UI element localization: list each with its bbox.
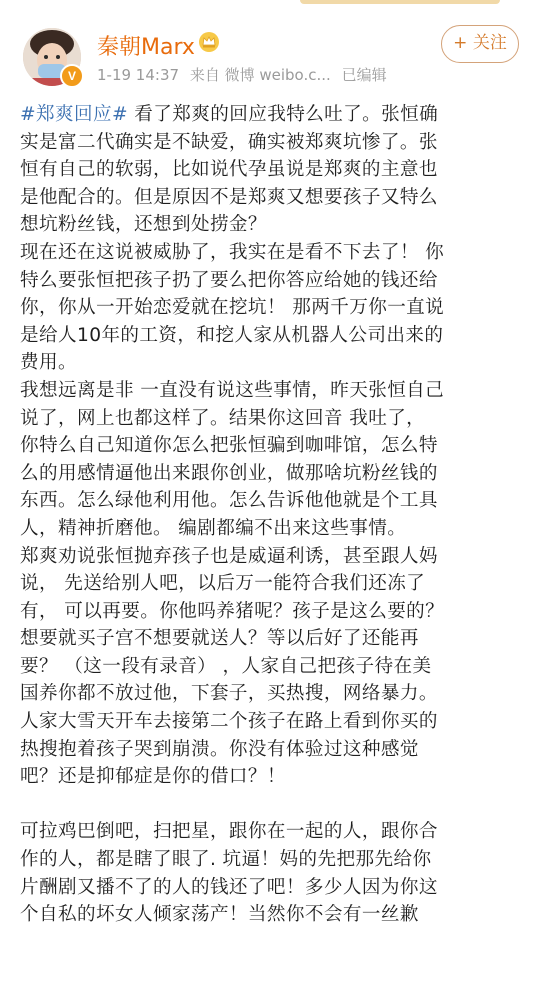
- post-body: [20, 101, 530, 929]
- post-text-line: 人家大雪天开车去接第二个孩子在路上看到你买的: [20, 711, 438, 733]
- post-text-line: 特么要张恒把孩子扔了要么把你答应给她的钱还给: [20, 269, 438, 291]
- post-text-line: 片酬剧又播不了的人的钱还了吧！多少人因为你这: [20, 876, 438, 898]
- post-text-line: 我想远离是非 一直没有说这些事情，昨天张恒自己: [20, 379, 445, 401]
- post-text-line: 实是富二代确实是不缺爱，确实被郑爽坑惨了。张: [20, 131, 438, 153]
- post-text-line: 费用。: [20, 352, 77, 374]
- post-text-line: 恒有自己的软弱，比如说代孕虽说是郑爽的主意也: [20, 159, 438, 181]
- post-first-line: [20, 101, 530, 129]
- post-text-line: 个自私的坏女人倾家荡产！当然你不会有一丝歉: [20, 904, 419, 926]
- post-first-line-text: 看了郑爽的回应我特么吐了。张恒确: [127, 104, 439, 125]
- post-source[interactable]: 来自 微博 weibo.c...: [189, 66, 331, 84]
- post-text-line: 说， 先送给别人吧，以后万一能符合我们还冻了: [20, 573, 426, 595]
- post-text-line: 国养你都不放过他，下套子，买热搜，网络暴力。: [20, 683, 438, 705]
- post-text-line: 要？ （这一段有录音） ，人家自己把孩子待在美: [20, 655, 432, 677]
- paragraph-gap: [20, 791, 530, 819]
- post-text-line: 是他配合的。但是原因不是郑爽又想要孩子又特么: [20, 186, 438, 208]
- verified-badge-icon: V: [60, 64, 84, 88]
- post-text-line: 想要就买子宫不想要就送人？等以后好了还能再: [20, 628, 419, 650]
- post-lines-after: [20, 818, 530, 928]
- post-text-line: 郑爽劝说张恒抛弃孩子也是威逼利诱，甚至跟人妈: [20, 545, 438, 567]
- hashtag-link[interactable]: #郑爽回应#: [20, 104, 128, 125]
- post-text-line: 想坑粉丝钱，还想到处捞金？: [20, 214, 267, 236]
- post-text-line: 人，精神折磨他。 编剧都编不出来这些事情。: [20, 517, 407, 539]
- post-text-line: 吧？还是抑郁症是你的借口？！: [20, 766, 286, 788]
- post-lines: [20, 129, 530, 791]
- post-text-line: 可拉鸡巴倒吧，扫把星，跟你在一起的人，跟你合: [20, 821, 438, 843]
- post-text-line: 么的用感情逼他出来跟你创业，做那啥坑粉丝钱的: [20, 462, 438, 484]
- edited-label[interactable]: 已编辑: [341, 66, 387, 84]
- post-text-line: 说了，网上也都这样了。结果你这回音 我吐了，: [20, 407, 426, 429]
- crown-icon: [198, 31, 220, 53]
- post-text-line: 有， 可以再要。你他吗养猪呢？孩子是这么要的？: [20, 600, 445, 622]
- post-timestamp: 1-19 14:37: [97, 66, 180, 84]
- post-text-line: 热搜抱着孩子哭到崩溃。你没有体验过这种感觉: [20, 738, 419, 760]
- post-text-line: 你特么自己知道你怎么把张恒骗到咖啡馆，怎么特: [20, 435, 438, 457]
- post-text-line: 你，你从一开始恋爱就在挖坑！ 那两千万你一直说: [20, 297, 445, 319]
- user-name[interactable]: 秦朝Marx: [97, 35, 195, 60]
- post-header: [0, 0, 537, 95]
- post-meta: [97, 64, 393, 85]
- post-text-line: 现在还在这说被威胁了，我实在是看不下去了！ 你: [20, 241, 445, 263]
- follow-button[interactable]: + 关注: [441, 25, 519, 63]
- post-text-line: 是给人10年的工资，和挖人家从机器人公司出来的: [20, 324, 444, 346]
- post-text-line: 作的人，都是瞎了眼了. 坑逼！妈的先把那先给你: [20, 849, 432, 871]
- post-text-line: 东西。怎么绿他利用他。怎么告诉他他就是个工具: [20, 490, 438, 512]
